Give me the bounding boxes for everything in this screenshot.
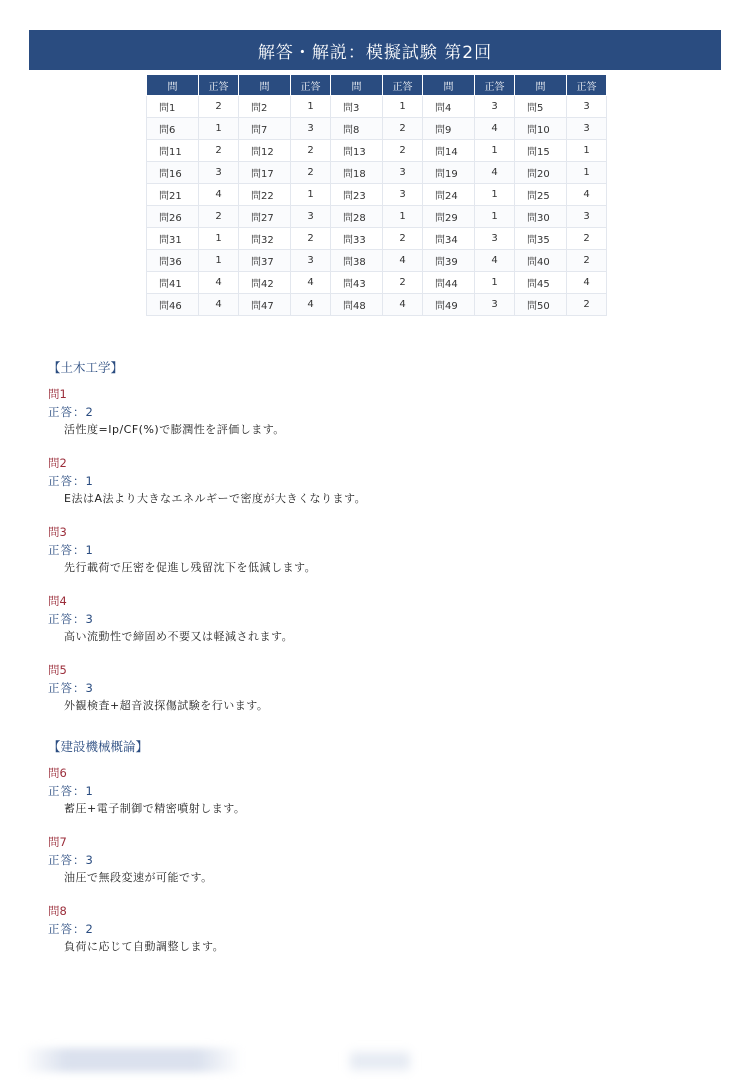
explanation-item [48, 524, 708, 577]
question-number-cell: 問19 [423, 162, 475, 184]
header-answer: 正答 [567, 75, 607, 96]
correct-answer-cell: 2 [383, 140, 423, 162]
header-answer: 正答 [475, 75, 515, 96]
table-row [147, 184, 607, 206]
question-number-cell: 問31 [147, 228, 199, 250]
correct-answer-cell: 4 [383, 250, 423, 272]
question-number-cell: 問41 [147, 272, 199, 294]
explanation-item [48, 834, 708, 887]
question-number-cell: 問37 [239, 250, 291, 272]
correct-answer-cell: 2 [383, 272, 423, 294]
table-row [147, 272, 607, 294]
correct-answer-cell: 4 [199, 184, 239, 206]
explanation-item [48, 593, 708, 646]
explanation-item [48, 765, 708, 818]
correct-answer-cell: 3 [199, 162, 239, 184]
correct-answer-cell: 1 [199, 118, 239, 140]
question-number-cell: 問17 [239, 162, 291, 184]
table-row [147, 140, 607, 162]
question-number-cell: 問25 [515, 184, 567, 206]
correct-answer-cell: 1 [475, 140, 515, 162]
correct-answer-cell: 4 [291, 272, 331, 294]
question-number-cell: 問39 [423, 250, 475, 272]
correct-answer-cell: 2 [199, 206, 239, 228]
correct-answer-cell: 4 [291, 294, 331, 316]
question-number: 問1 [48, 387, 67, 401]
explanation-text: E法はA法より大きなエネルギーで密度が大きくなります。 [64, 492, 367, 505]
explanations [48, 358, 708, 972]
table-row [147, 162, 607, 184]
question-number: 問8 [48, 904, 67, 918]
correct-answer: 正答：2 [48, 405, 94, 419]
question-number-cell: 問40 [515, 250, 567, 272]
question-number-cell: 問15 [515, 140, 567, 162]
question-number-cell: 問18 [331, 162, 383, 184]
header-question: 問 [239, 75, 291, 96]
correct-answer-cell: 1 [291, 184, 331, 206]
question-number-cell: 問16 [147, 162, 199, 184]
explanation-item [48, 662, 708, 715]
correct-answer: 正答：1 [48, 543, 94, 557]
question-number-cell: 問21 [147, 184, 199, 206]
question-number-cell: 問43 [331, 272, 383, 294]
question-number-cell: 問48 [331, 294, 383, 316]
correct-answer-cell: 2 [291, 140, 331, 162]
correct-answer-cell: 2 [383, 228, 423, 250]
question-number-cell: 問27 [239, 206, 291, 228]
question-number: 問7 [48, 835, 67, 849]
question-number-cell: 問36 [147, 250, 199, 272]
explanation-text: 油圧で無段変速が可能です。 [64, 871, 213, 884]
correct-answer-cell: 2 [383, 118, 423, 140]
correct-answer-cell: 1 [475, 206, 515, 228]
header-question: 問 [331, 75, 383, 96]
question-number-cell: 問12 [239, 140, 291, 162]
question-number-cell: 問14 [423, 140, 475, 162]
question-number-cell: 問3 [331, 96, 383, 118]
page-title: 解答・解説：模擬試験 第2回 [29, 30, 721, 70]
correct-answer-cell: 4 [383, 294, 423, 316]
header-answer: 正答 [199, 75, 239, 96]
table-row [147, 118, 607, 140]
correct-answer-cell: 3 [567, 206, 607, 228]
correct-answer: 正答：3 [48, 681, 94, 695]
correct-answer-cell: 1 [383, 206, 423, 228]
correct-answer: 正答：2 [48, 922, 94, 936]
correct-answer-cell: 1 [291, 96, 331, 118]
question-number-cell: 問10 [515, 118, 567, 140]
answer-table [146, 74, 607, 316]
explanation-text: 活性度=Ip/CF(%)で膨潤性を評価します。 [64, 423, 285, 436]
correct-answer-cell: 4 [199, 272, 239, 294]
explanation-text: 蓄圧+電子制御で精密噴射します。 [64, 802, 246, 815]
correct-answer-cell: 1 [199, 250, 239, 272]
question-number-cell: 問35 [515, 228, 567, 250]
question-number-cell: 問33 [331, 228, 383, 250]
question-number-cell: 問26 [147, 206, 199, 228]
question-number-cell: 問47 [239, 294, 291, 316]
header-question: 問 [423, 75, 475, 96]
explanation-text: 高い流動性で締固め不要又は軽減されます。 [64, 630, 294, 643]
table-row [147, 294, 607, 316]
correct-answer: 正答：1 [48, 474, 94, 488]
correct-answer: 正答：3 [48, 853, 94, 867]
question-number-cell: 問8 [331, 118, 383, 140]
question-number-cell: 問32 [239, 228, 291, 250]
correct-answer-cell: 1 [475, 184, 515, 206]
blurred-footer [350, 1052, 410, 1070]
explanation-text: 外観検査+超音波探傷試験を行います。 [64, 699, 269, 712]
correct-answer-cell: 1 [475, 272, 515, 294]
section-title: 【建設機械概論】 [48, 739, 149, 754]
correct-answer-cell: 2 [199, 140, 239, 162]
question-number-cell: 問34 [423, 228, 475, 250]
table-row [147, 206, 607, 228]
correct-answer-cell: 1 [199, 228, 239, 250]
question-number: 問2 [48, 456, 67, 470]
correct-answer-cell: 3 [291, 250, 331, 272]
correct-answer-cell: 2 [567, 228, 607, 250]
correct-answer-cell: 1 [567, 140, 607, 162]
correct-answer-cell: 3 [291, 118, 331, 140]
table-row [147, 228, 607, 250]
explanation-item [48, 903, 708, 956]
question-number: 問4 [48, 594, 67, 608]
question-number: 問3 [48, 525, 67, 539]
correct-answer-cell: 4 [567, 272, 607, 294]
correct-answer-cell: 3 [475, 96, 515, 118]
question-number-cell: 問5 [515, 96, 567, 118]
correct-answer-cell: 3 [567, 118, 607, 140]
correct-answer-cell: 4 [199, 294, 239, 316]
question-number-cell: 問44 [423, 272, 475, 294]
correct-answer-cell: 3 [383, 184, 423, 206]
question-number-cell: 問20 [515, 162, 567, 184]
explanation-text: 負荷に応じて自動調整します。 [64, 940, 225, 953]
question-number-cell: 問2 [239, 96, 291, 118]
header-question: 問 [147, 75, 199, 96]
header-answer: 正答 [291, 75, 331, 96]
explanation-item [48, 455, 708, 508]
question-number-cell: 問28 [331, 206, 383, 228]
question-number-cell: 問30 [515, 206, 567, 228]
correct-answer-cell: 1 [383, 96, 423, 118]
correct-answer-cell: 2 [291, 228, 331, 250]
correct-answer-cell: 4 [567, 184, 607, 206]
question-number: 問6 [48, 766, 67, 780]
explanation-text: 先行載荷で圧密を促進し残留沈下を低減します。 [64, 561, 317, 574]
question-number-cell: 問9 [423, 118, 475, 140]
blurred-footer [22, 1048, 242, 1072]
question-number-cell: 問24 [423, 184, 475, 206]
correct-answer-cell: 4 [475, 118, 515, 140]
answer-table-header [147, 75, 607, 96]
question-number-cell: 問13 [331, 140, 383, 162]
correct-answer-cell: 4 [475, 162, 515, 184]
correct-answer: 正答：3 [48, 612, 94, 626]
correct-answer: 正答：1 [48, 784, 94, 798]
question-number-cell: 問42 [239, 272, 291, 294]
question-number: 問5 [48, 663, 67, 677]
question-number-cell: 問49 [423, 294, 475, 316]
question-number-cell: 問23 [331, 184, 383, 206]
correct-answer-cell: 4 [475, 250, 515, 272]
question-number-cell: 問4 [423, 96, 475, 118]
question-number-cell: 問11 [147, 140, 199, 162]
correct-answer-cell: 2 [291, 162, 331, 184]
correct-answer-cell: 3 [383, 162, 423, 184]
correct-answer-cell: 3 [567, 96, 607, 118]
correct-answer-cell: 3 [475, 294, 515, 316]
correct-answer-cell: 2 [199, 96, 239, 118]
correct-answer-cell: 2 [567, 250, 607, 272]
correct-answer-cell: 2 [567, 294, 607, 316]
question-number-cell: 問45 [515, 272, 567, 294]
question-number-cell: 問7 [239, 118, 291, 140]
question-number-cell: 問29 [423, 206, 475, 228]
header-answer: 正答 [383, 75, 423, 96]
question-number-cell: 問50 [515, 294, 567, 316]
correct-answer-cell: 3 [475, 228, 515, 250]
question-number-cell: 問38 [331, 250, 383, 272]
correct-answer-cell: 1 [567, 162, 607, 184]
question-number-cell: 問46 [147, 294, 199, 316]
question-number-cell: 問6 [147, 118, 199, 140]
explanation-item [48, 386, 708, 439]
header-question: 問 [515, 75, 567, 96]
question-number-cell: 問1 [147, 96, 199, 118]
section-title: 【土木工学】 [48, 360, 124, 375]
table-row [147, 250, 607, 272]
question-number-cell: 問22 [239, 184, 291, 206]
correct-answer-cell: 3 [291, 206, 331, 228]
table-row [147, 96, 607, 118]
